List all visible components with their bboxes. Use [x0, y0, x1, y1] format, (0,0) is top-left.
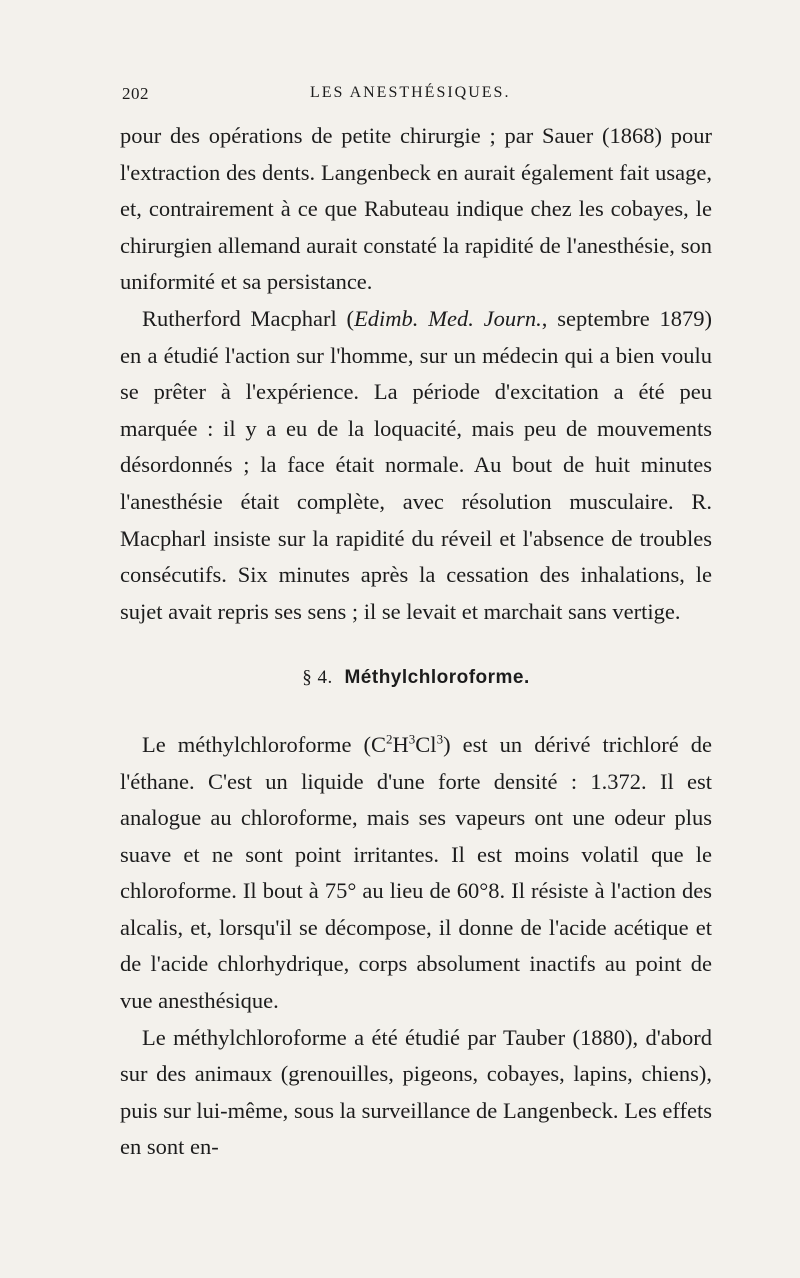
- chemical-formula: $C^2H^3Cl^3$: [371, 731, 444, 757]
- paragraph-3: [120, 727, 712, 1020]
- paragraph-1: pour des opérations de petite chirurgie ; par Sauer (1868) pour l'extraction des dents. Langenbeck en aurait également fait usage, et, contrairement à ce que Rabuteau indique chez les cobayes, le chirurgien allemand aurait constaté la rapidité de l'anesthésie, son uniformité et sa persistance.: [120, 123, 712, 295]
- paragraph-2: [120, 301, 712, 630]
- section-title: Méthylchloroforme.: [344, 667, 530, 689]
- journal-citation: Edimb. Med. Journ.: [354, 305, 542, 331]
- body-text: [120, 118, 712, 1166]
- paragraph-2-text-after: , septembre 1879) en a étudié l'action sur l'homme, sur un médecin qui a bien voulu se prêter à l'expérience. La période d'excitation a été peu marquée : il y a eu de la loquacité, mais peu de mouvements désordonnés ; la face était normale. Au bout de huit minutes l'anesthésie était complète, avec résolution musculaire. R. Macpharl insiste sur la rapidité du réveil et l'absence de troubles consécutifs. Six minutes après la cessation des inhalations, le sujet avait repris ses sens ; il se levait et marchait sans vertige.: [120, 305, 712, 624]
- page-number: 202: [122, 84, 149, 103]
- paragraph-3-text-after: ) est un dérivé trichloré de l'éthane. C'est un liquide d'une forte densité : 1.372. Il est analogue au chloroforme, mais ses vapeurs ont une odeur plus suave et ne sont point irritantes. Il est moins volatil que le chloroforme. Il bout à 75° au lieu de 60°8. Il résiste à l'action des alcalis, et, lorsqu'il se décompose, il donne de l'acide acétique et de l'acide chlorhydrique, corps absolument inactifs au point de vue anesthésique.: [120, 731, 712, 1014]
- paragraph-3-text-before: Le méthylchloroforme (: [142, 731, 372, 757]
- paragraph-4: Le méthylchloroforme a été étudié par Tauber (1880), d'abord sur des animaux (grenouilles, pigeons, cobayes, lapins, chiens), puis sur lui-même, sous la surveillance de Langenbeck. Les effets en sont en-: [120, 1024, 712, 1160]
- paragraph-2-text-before: Rutherford Macpharl (: [142, 305, 355, 331]
- section-heading: [120, 660, 712, 697]
- section-number: § 4.: [302, 667, 333, 689]
- running-title: LES ANESTHÉSIQUES.: [310, 84, 511, 101]
- page-header: [122, 84, 712, 106]
